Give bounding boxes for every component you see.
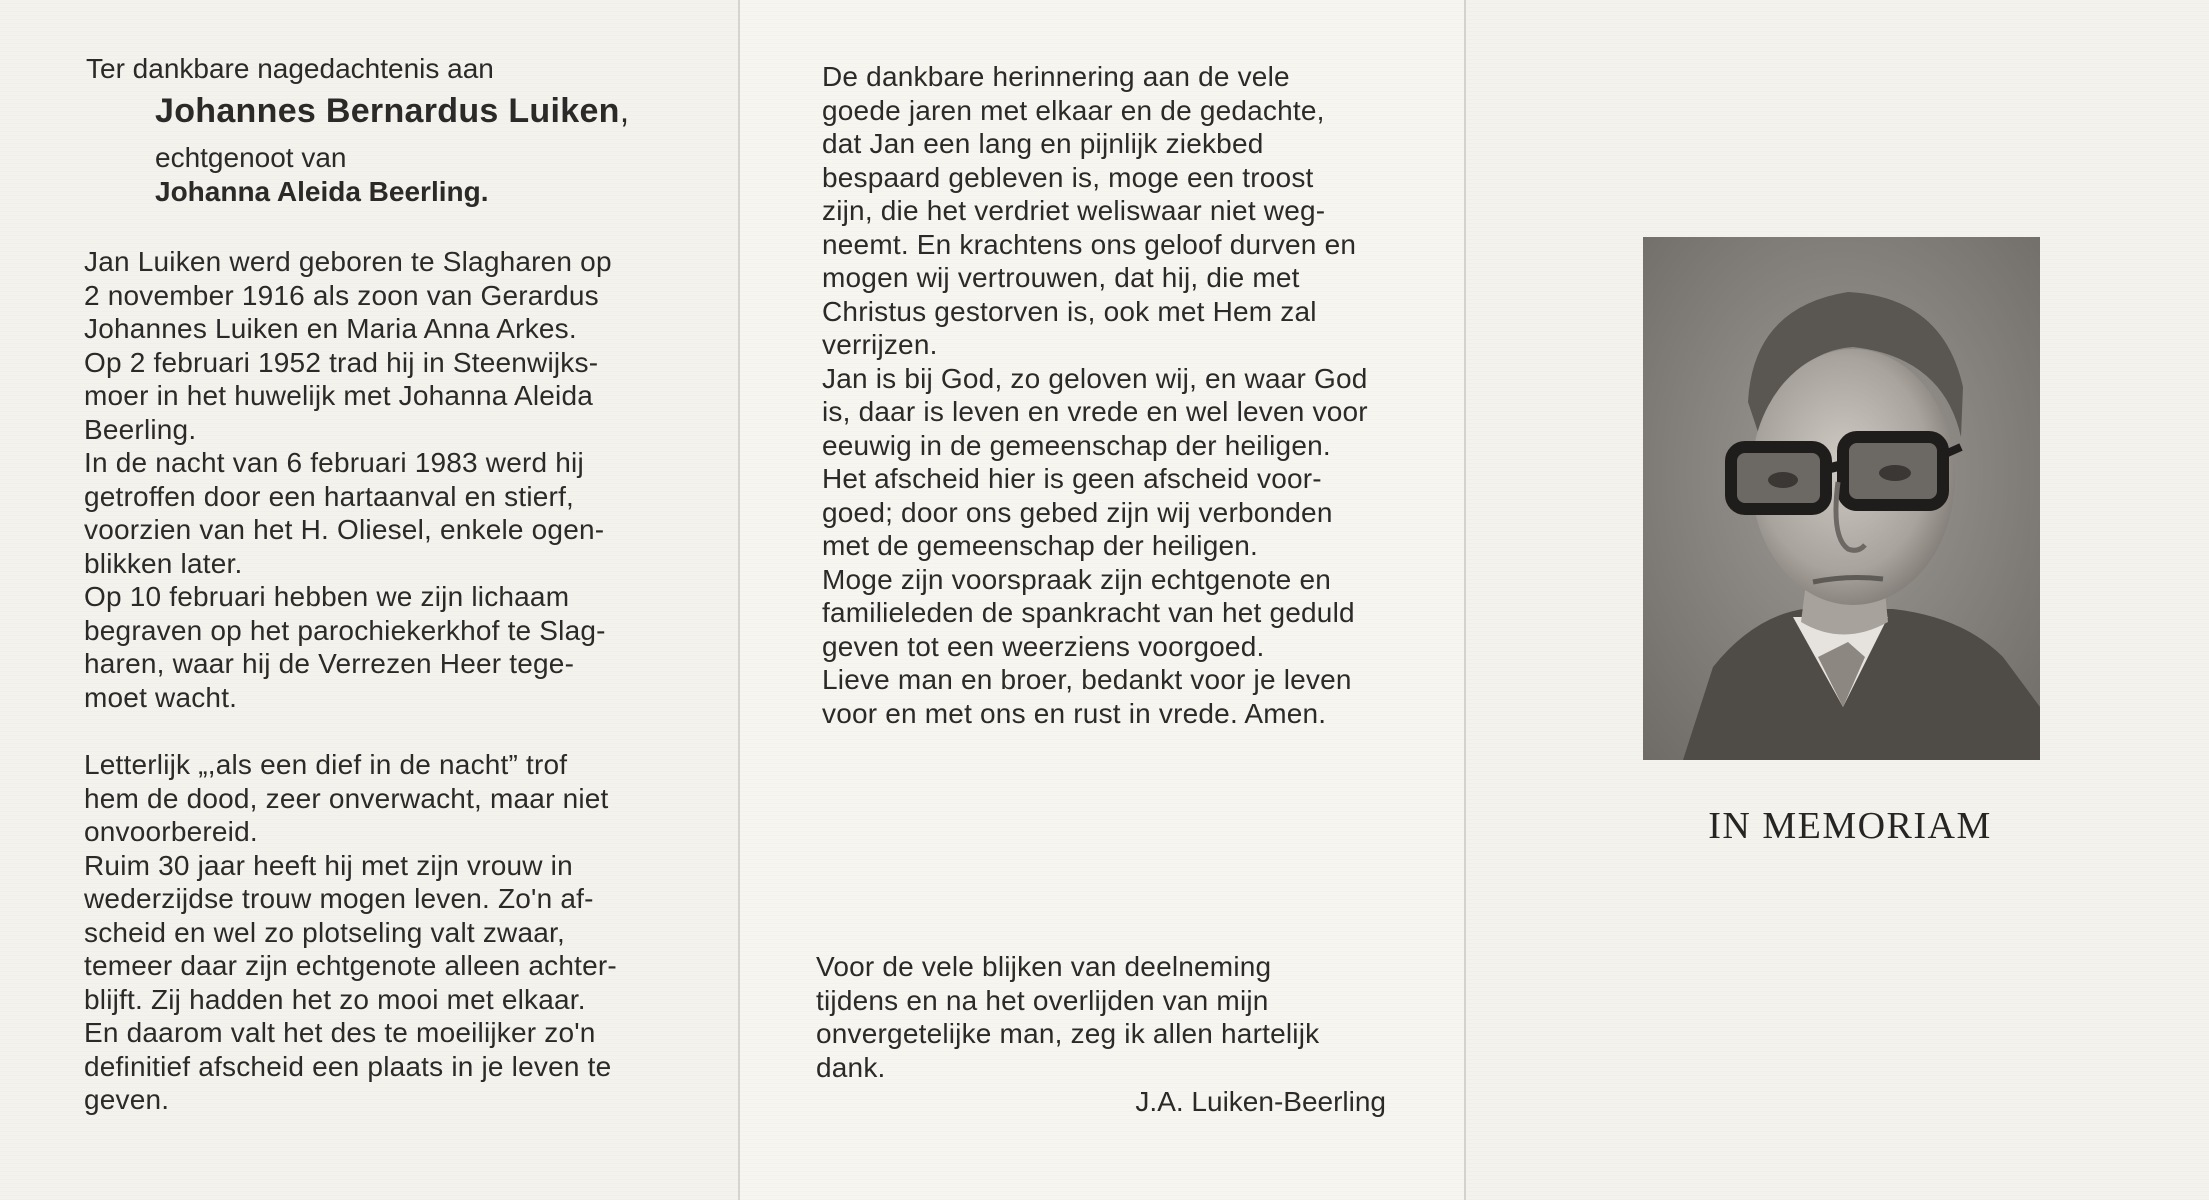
faith-paragraph [822, 60, 1390, 730]
text-line: tijdens en na het overlijden van mijn [816, 984, 1269, 1016]
text-line: moer in het huwelijk met Johanna Aleida [84, 380, 593, 411]
text-line: Op 2 februari 1952 trad hij in Steenwijks- [84, 346, 599, 378]
text-line: Jan is bij God, zo geloven wij, en waar God [822, 362, 1368, 394]
text-line: neemt. En krachtens ons geloof durven en [822, 228, 1357, 260]
text-line: Johannes Luiken en Maria Anna Arkes. [84, 313, 577, 344]
text-line: Op 10 februari hebben we zijn lichaam [84, 581, 570, 612]
portrait-illustration [1643, 237, 2040, 760]
text-line: Het afscheid hier is geen afscheid voor- [822, 463, 1322, 494]
text-line: voorzien van het H. Oliesel, enkele ogen- [84, 514, 605, 545]
text-line: onvoorbereid. [84, 816, 258, 847]
biography-paragraph [84, 245, 655, 714]
text-line: blikken later. [84, 547, 243, 579]
spouse-name: Johanna Aleida Beerling. [155, 176, 489, 207]
text-line: temeer daar zijn echtgenote alleen achter- [84, 950, 617, 981]
text-line: is, daar is leven en vrede en wel leven voor [822, 396, 1368, 427]
text-line: goed; door ons gebed zijn wij verbonden [822, 496, 1333, 528]
text-line: bespaard gebleven is, moge een troost [822, 161, 1314, 193]
text-line: Christus gestorven is, ook met Hem zal [822, 295, 1317, 327]
text-line: Moge zijn voorspraak zijn echtgenote en [822, 563, 1331, 595]
signature: J.A. Luiken-Beerling [1135, 1086, 1386, 1117]
text-line: getroffen door een hartaanval en stierf, [84, 480, 575, 512]
reflection-paragraph [84, 748, 655, 1117]
text-line: verrijzen. [822, 329, 938, 360]
text-line: En daarom valt het des te moeilijker zo'n [84, 1017, 596, 1048]
in-memoriam-title: IN MEMORIAM [1708, 805, 1992, 847]
portrait-photo [1643, 237, 2040, 760]
text-line: met de gemeenschap der heiligen. [822, 530, 1259, 561]
text-line: goede jaren met elkaar en de gedachte, [822, 94, 1325, 126]
text-line: moet wacht. [84, 681, 238, 713]
deceased-name: Johannes Bernardus Luiken, [155, 92, 630, 130]
text-line: Lieve man en broer, bedankt voor je leven [822, 664, 1352, 695]
text-line: Letterlijk „,als een dief in de nacht” trof [84, 749, 568, 780]
text-line: hem de dood, zeer onverwacht, maar niet [84, 782, 609, 814]
text-line: 2 november 1916 als zoon van Gerardus [84, 279, 599, 311]
text-line: Ruim 30 jaar heeft hij met zijn vrouw in [84, 849, 573, 881]
middle-panel [740, 0, 1466, 1200]
text-line: voor en met ons en rust in vrede. Amen. [822, 697, 1327, 729]
text-line: geven tot een weerziens voorgoed. [822, 630, 1265, 662]
text-line: Beerling. [84, 413, 197, 445]
text-line: mogen wij vertrouwen, dat hij, die met [822, 262, 1300, 293]
text-line: definitief afscheid een plaats in je leven te [84, 1050, 612, 1082]
text-line: Voor de vele blijken van deelneming [816, 951, 1272, 982]
text-line: zijn, die het verdriet weliswaar niet weg- [822, 195, 1326, 226]
text-line: De dankbare herinnering aan de vele [822, 61, 1290, 92]
text-line: onvergetelijke man, zeg ik allen hartelijk [816, 1018, 1320, 1049]
text-line: eeuwig in de gemeenschap der heiligen. [822, 429, 1331, 461]
thank-you-paragraph [816, 950, 1386, 1084]
text-line: Jan Luiken werd geboren te Slagharen op [84, 246, 612, 277]
text-line: familieleden de spankracht van het geduld [822, 597, 1355, 628]
dedication-text: Ter dankbare nagedachtenis aan [86, 53, 494, 84]
text-line: geven. [84, 1084, 170, 1115]
text-line: dat Jan een lang en pijnlijk ziekbed [822, 128, 1264, 159]
text-line: wederzijdse trouw mogen leven. Zo'n af- [84, 883, 594, 914]
text-line: In de nacht van 6 februari 1983 werd hij [84, 447, 584, 478]
spouse-label: echtgenoot van [155, 142, 347, 173]
left-panel [0, 0, 740, 1200]
text-line: haren, waar hij de Verrezen Heer tege- [84, 648, 575, 679]
text-line: dank. [816, 1051, 886, 1083]
text-line: scheid en wel zo plotseling valt zwaar, [84, 916, 565, 948]
text-line: blijft. Zij hadden het zo mooi met elkaar. [84, 983, 586, 1015]
text-line: begraven op het parochiekerkhof te Slag- [84, 614, 606, 646]
